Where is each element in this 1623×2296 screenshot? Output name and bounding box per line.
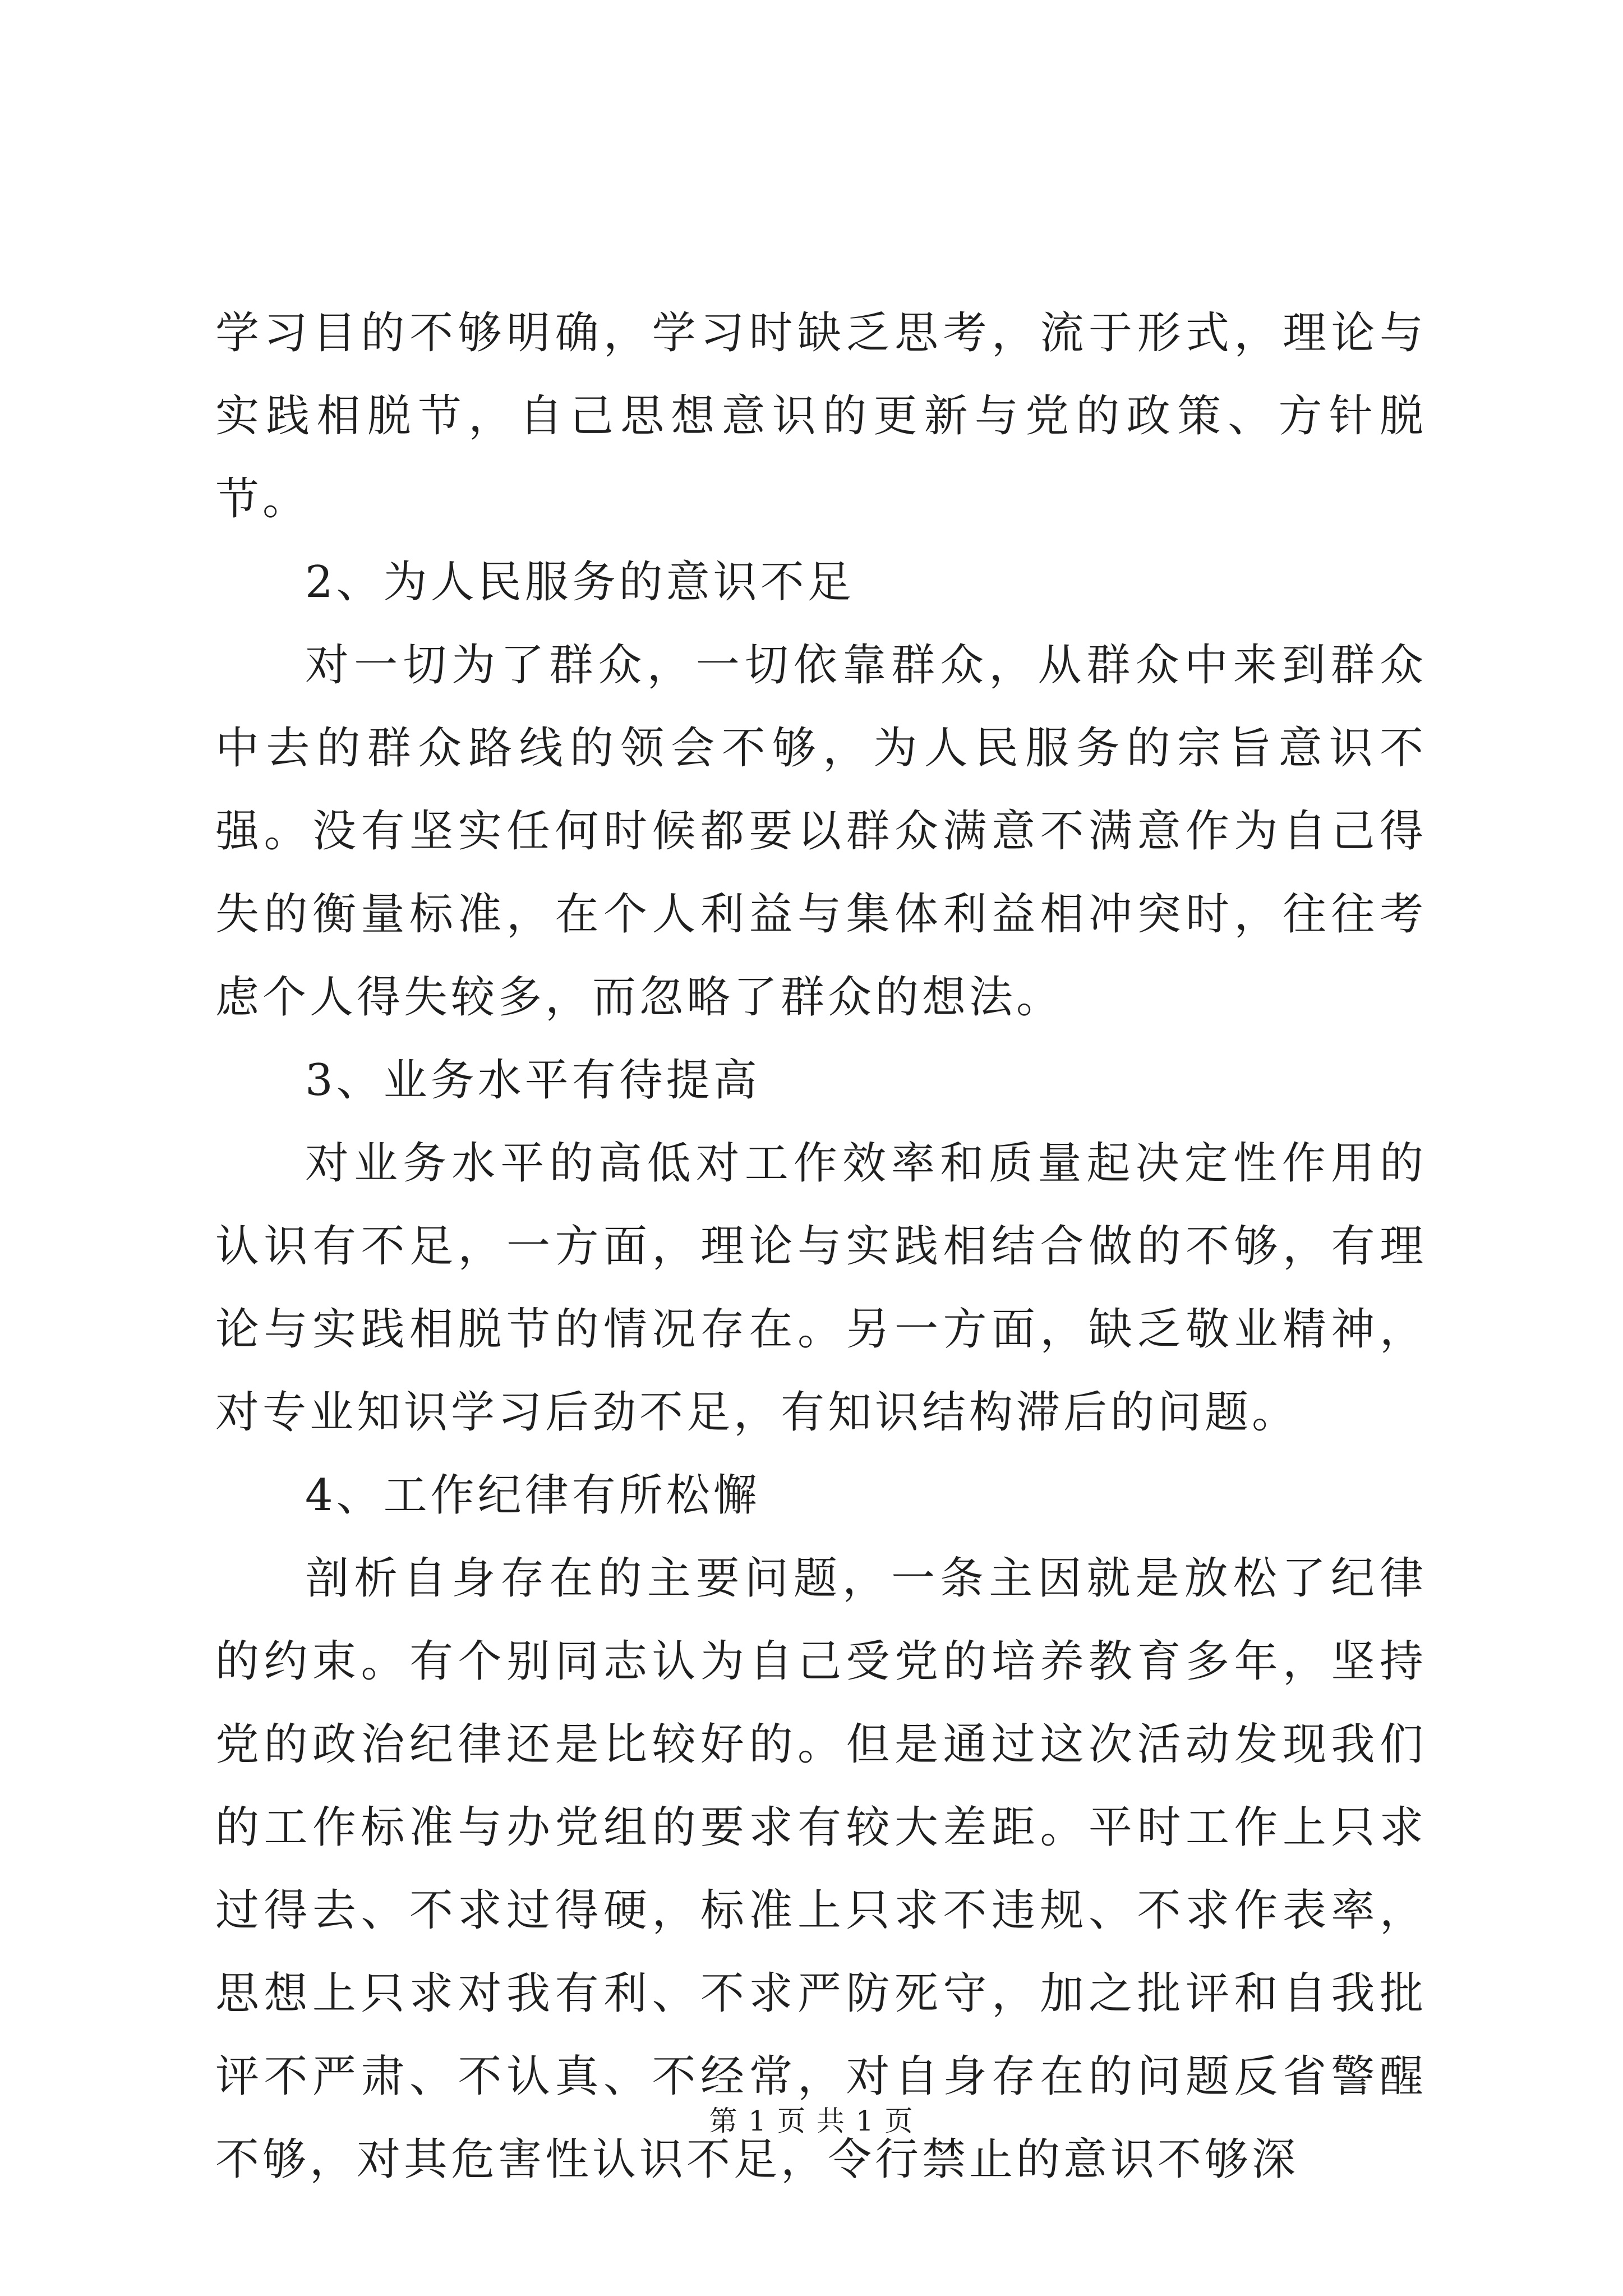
paragraph-service-awareness: 对一切为了群众，一切依靠群众，从群众中来到群众中去的群众路线的领会不够，为人民服务的宗旨意识不强。没有坚实任何时候都要以群众满意不满意作为自己得失的衡量标准，在个人利益与集体利益相冲突时，往往考虑个人得失较多，而忽略了群众的想法。	[215, 640, 1427, 1023]
section-heading-4: 4、工作纪律有所松懈	[305, 1470, 760, 1521]
section-heading-2: 2、为人民服务的意识不足	[305, 557, 855, 608]
page-footer: 第 1 页 共 1 页	[709, 2105, 914, 2137]
paragraph-work-discipline: 剖析自身存在的主要问题，一条主因就是放松了纪律的约束。有个别同志认为自己受党的培养教育多年，坚持党的政治纪律还是比较好的。但是通过这次活动发现我们的工作标准与办党组的要求有较大差距。平时工作上只求过得去、不求过得硬，标准上只求不违规、不求作表率，思想上只求对我有利、不求严防死守，加之批评和自我批评不严肃、不认真、不经常，对自身存在的问题反省警醒不够，对其危害性认识不足，令行禁止的意识不够深	[215, 1553, 1427, 2185]
paragraph-business-level: 对业务水平的高低对工作效率和质量起决定性作用的认识有不足，一方面，理论与实践相结合做的不够，有理论与实践相脱节的情况存在。另一方面，缺乏敬业精神，对专业知识学习后劲不足，有知识结构滞后的问题。	[215, 1138, 1427, 1438]
document-body	[215, 292, 1427, 2201]
paragraph-continuation: 学习目的不够明确，学习时缺乏思考，流于形式，理论与实践相脱节，自己思想意识的更新与党的政策、方针脱节。	[215, 308, 1427, 524]
section-heading-3: 3、业务水平有待提高	[305, 1055, 760, 1106]
